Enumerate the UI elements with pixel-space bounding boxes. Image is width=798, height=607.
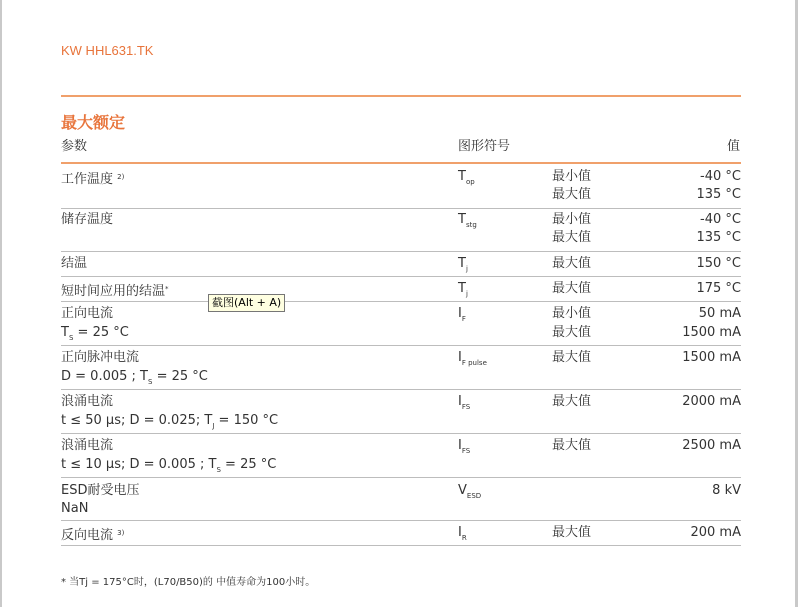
window-frame-left bbox=[0, 0, 2, 607]
column-header-param: 参数 bbox=[61, 139, 88, 154]
value: 1500 mA bbox=[682, 350, 741, 365]
table-row bbox=[61, 345, 741, 390]
value: -40 °C bbox=[700, 212, 741, 227]
param-condition: t ≤ 50 µs; D = 0.025; $T_J = 150$ °C bbox=[61, 413, 279, 430]
symbol: $T_{op}$ bbox=[458, 169, 475, 186]
section-title: 最大额定 bbox=[61, 113, 126, 132]
qualifier: 最大值 bbox=[552, 350, 592, 365]
table-row bbox=[61, 433, 741, 478]
value: 135 °C bbox=[696, 187, 741, 202]
qualifier: 最大值 bbox=[552, 525, 592, 540]
qualifier: 最大值 bbox=[552, 394, 592, 409]
column-header-symbol: 图形符号 bbox=[458, 139, 511, 154]
value: 200 mA bbox=[690, 525, 741, 540]
value: 150 °C bbox=[696, 256, 741, 271]
symbol: $V_{ESD}$ bbox=[458, 483, 482, 500]
symbol: $T_{stg}$ bbox=[458, 212, 477, 229]
value: 135 °C bbox=[696, 230, 741, 245]
table-row bbox=[61, 251, 741, 277]
symbol: $T_j$ bbox=[458, 281, 468, 298]
symbol: $I_{F pulse}$ bbox=[458, 350, 487, 367]
param-condition: D = 0.005 ; $T_S = 25$ °C bbox=[61, 369, 208, 386]
param-label: 浪涌电流 bbox=[61, 394, 114, 409]
qualifier: 最大值 bbox=[552, 325, 592, 340]
qualifier: 最大值 bbox=[552, 230, 592, 245]
param-label: 储存温度 bbox=[61, 212, 114, 227]
value: -40 °C bbox=[700, 169, 741, 184]
param-label: 正向电流 bbox=[61, 306, 114, 321]
param-label: 工作温度 $^{2)}$ bbox=[61, 172, 125, 187]
symbol: $I_R$ bbox=[458, 525, 467, 542]
symbol: $I_{FS}$ bbox=[458, 394, 471, 411]
header-divider bbox=[61, 95, 741, 97]
screenshot-tooltip: 截图(Alt + A) bbox=[208, 294, 285, 312]
qualifier: 最大值 bbox=[552, 256, 592, 271]
param-label: 浪涌电流 bbox=[61, 438, 114, 453]
value: 175 °C bbox=[696, 281, 741, 296]
qualifier: 最大值 bbox=[552, 281, 592, 296]
table-row bbox=[61, 301, 741, 346]
value: 8 kV bbox=[712, 483, 741, 498]
param-condition: t ≤ 10 µs; D = 0.005 ; $T_S = 25$ °C bbox=[61, 457, 277, 474]
column-header-value: 值 bbox=[726, 139, 740, 154]
value: 1500 mA bbox=[682, 325, 741, 340]
param-condition: $T_S = 25$ °C bbox=[61, 325, 129, 342]
value: 50 mA bbox=[698, 306, 741, 321]
qualifier: 最大值 bbox=[552, 187, 592, 202]
qualifier: 最小值 bbox=[552, 169, 592, 184]
table-row bbox=[61, 477, 741, 521]
value: 2000 mA bbox=[682, 394, 741, 409]
param-label: 结温 bbox=[61, 256, 88, 271]
value: 2500 mA bbox=[682, 438, 741, 453]
symbol: $I_{FS}$ bbox=[458, 438, 471, 455]
qualifier: 最小值 bbox=[552, 306, 592, 321]
symbol: $T_j$ bbox=[458, 256, 468, 273]
param-label: 短时间应用的结温* bbox=[61, 284, 169, 299]
table-row bbox=[61, 520, 741, 546]
param-label: ESD耐受电压 bbox=[61, 483, 140, 498]
table-row bbox=[61, 164, 741, 209]
qualifier: 最小值 bbox=[552, 212, 592, 227]
qualifier: 最大值 bbox=[552, 438, 592, 453]
param-label: 反向电流 $^{3)}$ bbox=[61, 528, 125, 543]
param-condition: NaN bbox=[61, 501, 89, 516]
table-row bbox=[61, 389, 741, 434]
document-id: KW HHL631.TK bbox=[61, 43, 154, 58]
footnote: * 当Tj = 175°C时，(L70/B50)的 中值寿命为100小时。 bbox=[61, 577, 316, 588]
table-row bbox=[61, 208, 741, 252]
param-label: 正向脉冲电流 bbox=[61, 350, 140, 365]
symbol: $I_F$ bbox=[458, 306, 466, 323]
table-row bbox=[61, 276, 741, 302]
